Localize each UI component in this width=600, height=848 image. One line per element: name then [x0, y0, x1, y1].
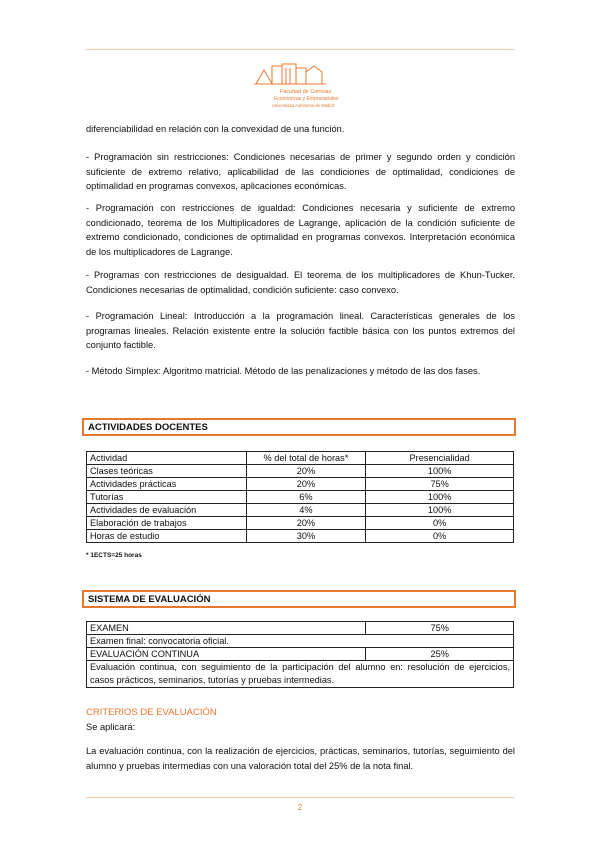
header-rule	[86, 49, 514, 50]
presence-cell: 0%	[366, 517, 514, 530]
criterios-text: La evaluación continua, con la realización de ejercicios, prácticas, seminarios, tutorías, seguimiento del alumno y pruebas intermedias con una valoración total del 25% de la nota final.	[86, 746, 515, 771]
faculty-logo	[250, 60, 350, 112]
table-row	[87, 648, 514, 661]
table-row	[87, 661, 514, 688]
table-row	[87, 465, 514, 478]
hours-cell: 4%	[246, 504, 366, 517]
presence-cell: 0%	[366, 530, 514, 543]
paragraph-linear: - Programación Lineal: Introducción a la programación lineal. Características generales de los programas lineales. Relación existente entre la solución factible básica con los puntos extremos del conjunto factible.	[86, 311, 515, 350]
presence-cell: 100%	[366, 465, 514, 478]
table-row	[87, 622, 514, 635]
header-cell: Presencialidad	[366, 452, 514, 465]
logo-line-2: Económicas y Empresariales	[274, 96, 339, 102]
hours-cell: 20%	[246, 478, 366, 491]
table-row	[87, 478, 514, 491]
activity-cell: Tutorías	[87, 491, 247, 504]
actividades-table	[86, 451, 514, 543]
continua-value: 25%	[366, 648, 514, 661]
header-cell: % del total de horas*	[246, 452, 366, 465]
presence-cell: 100%	[366, 491, 514, 504]
activity-cell: Horas de estudio	[87, 530, 247, 543]
table-header-row	[87, 452, 514, 465]
examen-value: 75%	[366, 622, 514, 635]
table-row	[87, 517, 514, 530]
paragraph-convexity: diferenciabilidad en relación con la convexidad de una función.	[86, 124, 345, 134]
paragraph-inequality: - Programas con restricciones de desigualdad. El teorema de los multiplicadores de Khun-Tucker. Condiciones necesarias de optimalidad, condición suficiente: caso convexo.	[86, 270, 515, 295]
activity-cell: Actividades de evaluación	[87, 504, 247, 517]
hours-cell: 6%	[246, 491, 366, 504]
activity-cell: Elaboración de trabajos	[87, 517, 247, 530]
continua-description: Evaluación continua, con seguimiento de la participación del alumno en: resolución de ejercicios, casos prácticos, seminarios, tutorías y pruebas intermedias.	[87, 661, 514, 688]
evaluacion-title: SISTEMA DE EVALUACIÓN	[82, 590, 516, 608]
examen-description: Examen final: convocatoria oficial.	[87, 635, 514, 648]
hours-cell: 20%	[246, 517, 366, 530]
paragraph-unconstrained: - Programación sin restricciones: Condiciones necesarias de primer y segundo orden y condición suficiente de extremo relativo, aplicabilidad de las condiciones de optimalidad, condiciones de optimalidad en programas convexos, aplicaciones económicas.	[86, 152, 515, 191]
continua-label: EVALUACIÓN CONTINUA	[87, 648, 366, 661]
criterios-intro: Se aplicará:	[86, 722, 136, 732]
criterios-title: CRITERIOS DE EVALUACIÓN	[86, 707, 217, 718]
table-row	[87, 491, 514, 504]
table-row	[87, 504, 514, 517]
ects-note: * 1ECTS=25 horas	[86, 552, 142, 559]
header-cell: Actividad	[87, 452, 247, 465]
evaluacion-table	[86, 621, 514, 688]
activity-cell: Clases teóricas	[87, 465, 247, 478]
paragraph-equality: - Programación con restricciones de igualdad: Condiciones necesaria y suficiente de extremo condicionado, teorema de los Multiplicadores de Lagrange, aplicación de la condición suficiente de extremo condicionado, condiciones de optimalidad en programas convexos. Interpretación económica de los multiplicadores de Lagrange.	[86, 203, 515, 257]
hours-cell: 20%	[246, 465, 366, 478]
page-number: 2	[297, 803, 303, 812]
presence-cell: 100%	[366, 504, 514, 517]
activity-cell: Actividades prácticas	[87, 478, 247, 491]
table-row	[87, 530, 514, 543]
logo-line-1: Facultad de Ciencias	[280, 89, 332, 95]
footer-rule	[86, 797, 514, 798]
paragraph-simplex: - Método Simplex: Algoritmo matricial. Método de las penalizaciones y método de las dos fases.	[86, 366, 481, 376]
presence-cell: 75%	[366, 478, 514, 491]
actividades-title: ACTIVIDADES DOCENTES	[82, 418, 516, 436]
hours-cell: 30%	[246, 530, 366, 543]
logo-line-3: Universidad Autónoma de Madrid	[272, 103, 334, 108]
examen-label: EXAMEN	[87, 622, 366, 635]
table-row	[87, 635, 514, 648]
